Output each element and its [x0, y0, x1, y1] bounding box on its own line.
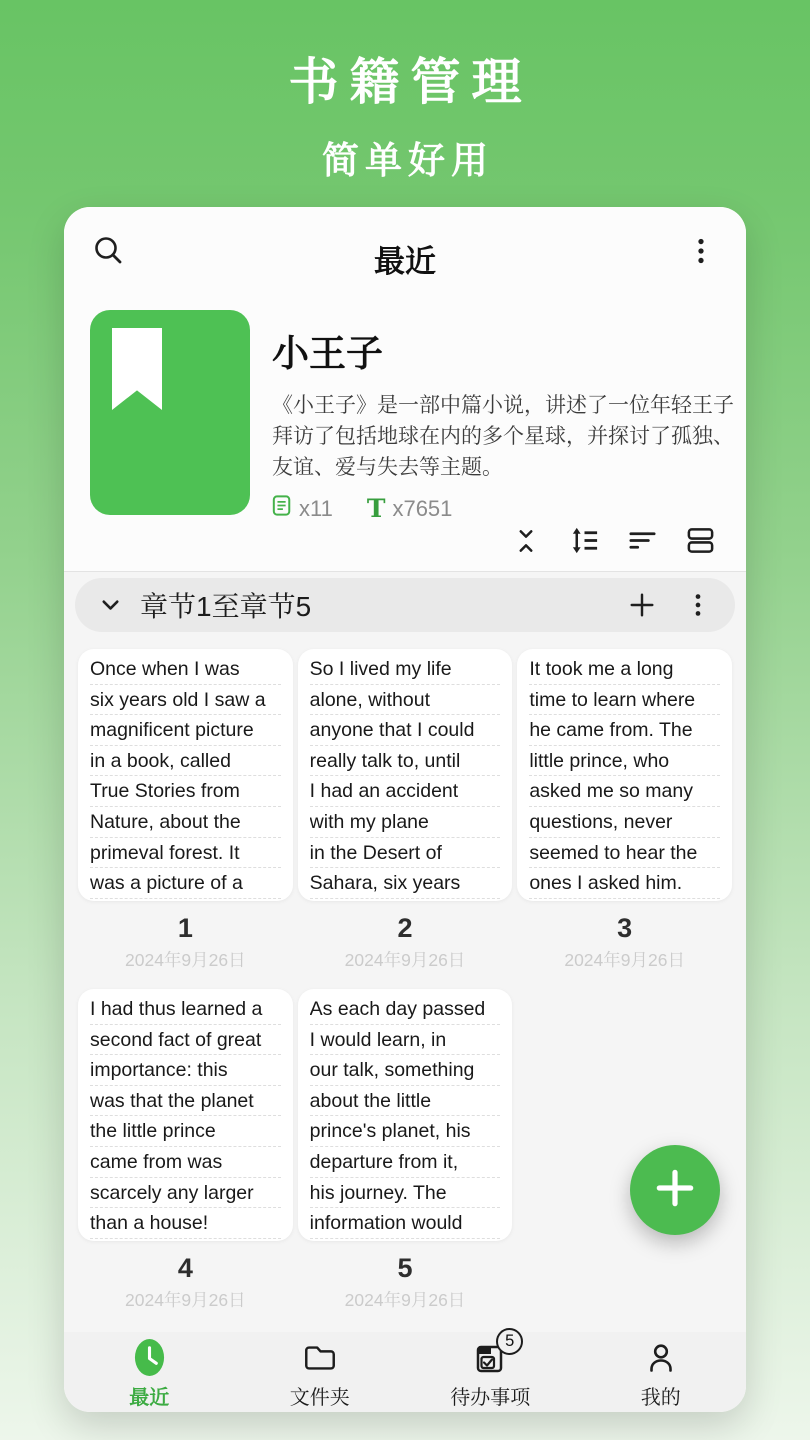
- note-text-line: he came from. The: [529, 715, 720, 746]
- word-count-stat: [367, 496, 453, 522]
- note-text-line: Once when I was: [90, 654, 281, 685]
- note-cell: [517, 649, 732, 989]
- overflow-menu-button[interactable]: [682, 234, 720, 272]
- collapse-all-button[interactable]: [510, 527, 542, 559]
- note-text: [90, 654, 281, 899]
- page-title: 最近: [374, 244, 436, 279]
- note-date: 2024年9月26日: [125, 950, 246, 970]
- note-cell: [298, 649, 513, 989]
- note-date: 2024年9月26日: [344, 950, 466, 970]
- person-icon: [643, 1337, 679, 1379]
- note-text: [310, 994, 501, 1239]
- note-text-line: So I lived my life: [310, 654, 501, 685]
- note-text: [529, 654, 720, 899]
- note-text-line: information would: [310, 1208, 501, 1239]
- note-card[interactable]: [298, 989, 513, 1241]
- note-number: 5: [397, 1253, 413, 1283]
- note-text-line: came from was: [90, 1147, 281, 1178]
- note-card[interactable]: [78, 989, 293, 1241]
- note-text-line: Nature, about the: [90, 807, 281, 838]
- nav-item-folders[interactable]: [235, 1332, 406, 1412]
- note-text-line: scarcely any larger: [90, 1178, 281, 1209]
- note-text-line: I would learn, in: [310, 1025, 501, 1056]
- note-date: 2024年9月26日: [125, 1290, 246, 1310]
- note-number: 3: [617, 913, 633, 943]
- collapse-icon: [512, 526, 540, 561]
- bookmark-icon: [112, 328, 162, 410]
- note-number: 4: [177, 1253, 193, 1283]
- hero-title: 书籍管理: [288, 54, 533, 110]
- nav-item-profile[interactable]: [576, 1332, 747, 1412]
- nav-label-folders: 文件夹: [289, 1386, 350, 1409]
- book-info[interactable]: [272, 323, 734, 523]
- note-text-line: second fact of great: [90, 1025, 281, 1056]
- note-text-line: True Stories from: [90, 776, 281, 807]
- plus-icon: [652, 1165, 698, 1216]
- nav-item-recent[interactable]: [64, 1332, 235, 1412]
- note-text-line: our talk, something: [310, 1055, 501, 1086]
- nav-label-profile: 我的: [640, 1386, 681, 1409]
- note-date: 2024年9月26日: [564, 950, 685, 970]
- notes-count-icon: [272, 494, 292, 523]
- note-text-line: magnificent picture: [90, 715, 281, 746]
- line-height-icon: [569, 525, 600, 561]
- note-text: [310, 654, 501, 899]
- book-stats: [272, 494, 734, 523]
- note-text-line: seemed to hear the: [529, 838, 720, 869]
- chevron-down-icon: [97, 592, 124, 619]
- note-text-line: time to learn where: [529, 685, 720, 716]
- book-cover[interactable]: [90, 310, 250, 515]
- note-text-line: primeval forest. It: [90, 838, 281, 869]
- bottom-nav: [64, 1332, 746, 1412]
- book-description: 《小王子》是一部中篇小说，讲述了一位年轻王子拜访了包括地球在内的多个星球，并探讨了孤独、友谊、爱与失去等主题。: [272, 394, 734, 479]
- note-date: 2024年9月26日: [344, 1290, 466, 1310]
- text-count-icon: T: [366, 494, 386, 523]
- note-text-line: departure from it,: [310, 1147, 501, 1178]
- note-card[interactable]: [517, 649, 732, 901]
- note-text-line: ones I asked him.: [529, 868, 720, 899]
- chapter-group-menu-button[interactable]: [683, 590, 713, 620]
- list-toolbar: [510, 527, 716, 559]
- note-text-line: Sahara, six years: [310, 868, 501, 899]
- note-text-line: I had thus learned a: [90, 994, 281, 1025]
- agenda-view-icon: [685, 525, 716, 561]
- note-text-line: asked me so many: [529, 776, 720, 807]
- nav-label-recent: 最近: [129, 1386, 170, 1409]
- todo-calendar-icon: [472, 1331, 515, 1379]
- add-note-button[interactable]: [627, 590, 657, 620]
- note-text-line: than a house!: [90, 1208, 281, 1239]
- note-text-line: It took me a long: [529, 654, 720, 685]
- line-spacing-button[interactable]: [568, 527, 600, 559]
- app-screen: [64, 207, 746, 1412]
- note-count-value: x11: [299, 495, 333, 521]
- note-card[interactable]: [78, 649, 293, 901]
- note-text-line: the little prince: [90, 1116, 281, 1147]
- note-text-line: in a book, called: [90, 746, 281, 777]
- todo-count-badge: 5: [496, 1328, 523, 1355]
- note-text-line: little prince, who: [529, 746, 720, 777]
- note-count-stat: [272, 494, 333, 523]
- note-cell: [78, 649, 293, 989]
- note-text-line: in the Desert of: [310, 838, 501, 869]
- note-text-line: with my plane: [310, 807, 501, 838]
- note-number: 1: [177, 913, 193, 943]
- add-fab-button[interactable]: [630, 1145, 720, 1235]
- notes-grid: [78, 649, 732, 1329]
- note-text-line: six years old I saw a: [90, 685, 281, 716]
- note-number: 2: [397, 913, 413, 943]
- note-cell: [298, 989, 513, 1329]
- note-text-line: importance: this: [90, 1055, 281, 1086]
- app-header: [64, 207, 746, 299]
- note-text-line: really talk to, until: [310, 746, 501, 777]
- sort-button[interactable]: [626, 527, 658, 559]
- nav-label-todos: 待办事项: [450, 1386, 531, 1409]
- note-text-line: I had an accident: [310, 776, 501, 807]
- note-text-line: was that the planet: [90, 1086, 281, 1117]
- folder-icon: [302, 1337, 338, 1379]
- note-text-line: anyone that I could: [310, 715, 501, 746]
- clock-icon: [133, 1337, 166, 1379]
- layout-toggle-button[interactable]: [684, 527, 716, 559]
- kebab-menu-icon: [684, 234, 718, 273]
- note-text-line: was a picture of a: [90, 868, 281, 899]
- book-title: 小王子: [272, 333, 383, 374]
- hero-subtitle: 简单好用: [322, 140, 494, 181]
- note-text-line: his journey. The: [310, 1178, 501, 1209]
- nav-item-todos[interactable]: [405, 1332, 576, 1412]
- note-text-line: As each day passed: [310, 994, 501, 1025]
- chapter-group-header[interactable]: [75, 578, 735, 632]
- note-text-line: questions, never: [529, 807, 720, 838]
- note-text-line: prince's planet, his: [310, 1116, 501, 1147]
- note-text-line: alone, without: [310, 685, 501, 716]
- note-text-line: about the little: [310, 1086, 501, 1117]
- sort-icon: [627, 525, 658, 561]
- note-card[interactable]: [298, 649, 513, 901]
- note-text: [90, 994, 281, 1239]
- note-cell: [78, 989, 293, 1329]
- chapter-group-title: 章节1至章节5: [140, 591, 312, 622]
- word-count-value: x7651: [392, 495, 453, 521]
